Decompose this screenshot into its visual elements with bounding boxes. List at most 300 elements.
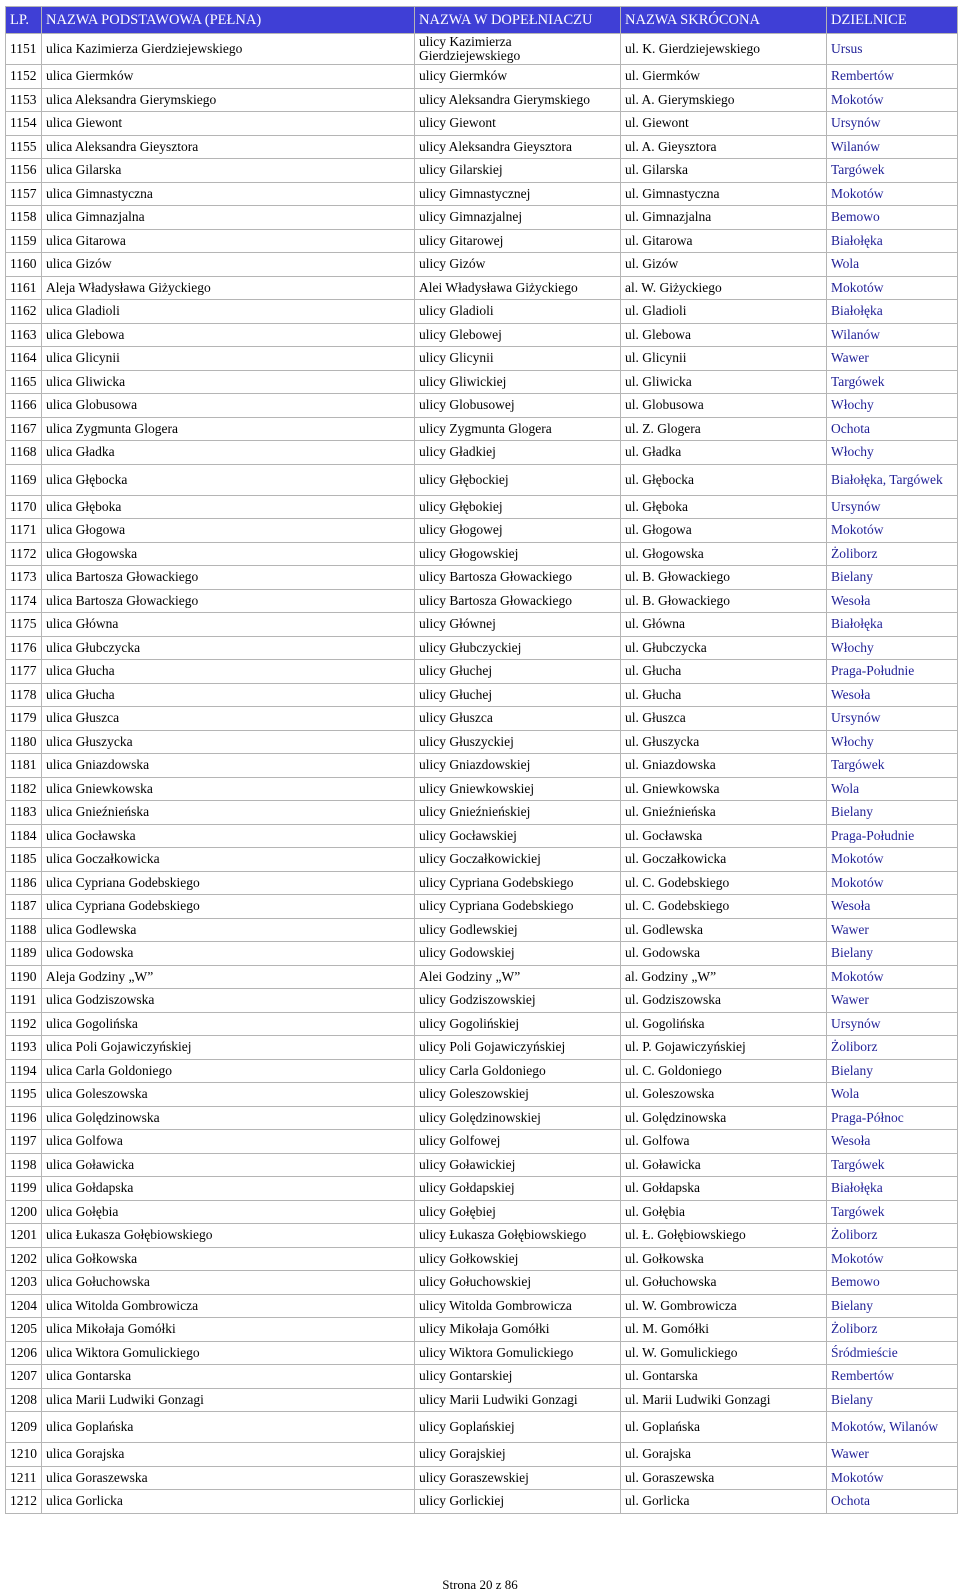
cell-district: Wola [827, 1083, 958, 1107]
cell-genitive: ulicy Giewont [415, 112, 621, 136]
cell-lp: 1185 [6, 848, 42, 872]
cell-lp: 1178 [6, 683, 42, 707]
cell-lp: 1201 [6, 1224, 42, 1248]
cell-full-name: ulica Gimnastyczna [42, 182, 415, 206]
cell-full-name: ulica Giermków [42, 65, 415, 89]
cell-short-name: ul. Gimnastyczna [621, 182, 827, 206]
table-row [6, 566, 958, 590]
table-row [6, 1153, 958, 1177]
cell-district: Bielany [827, 1388, 958, 1412]
cell-full-name: ulica Glebowa [42, 323, 415, 347]
cell-district: Rembertów [827, 65, 958, 89]
cell-lp: 1161 [6, 276, 42, 300]
cell-short-name: ul. P. Gojawiczyńskiej [621, 1036, 827, 1060]
table-row [6, 1388, 958, 1412]
cell-genitive: ulicy Godowskiej [415, 942, 621, 966]
cell-district: Białołęka [827, 300, 958, 324]
cell-short-name: al. Godziny „W” [621, 965, 827, 989]
cell-lp: 1174 [6, 589, 42, 613]
header-short-name: NAZWA SKRÓCONA [621, 7, 827, 34]
cell-genitive: ulicy Zygmunta Glogera [415, 417, 621, 441]
cell-short-name: ul. Głuszca [621, 707, 827, 731]
cell-full-name: ulica Głucha [42, 660, 415, 684]
table-row [6, 65, 958, 89]
cell-genitive: ulicy Gimnazjalnej [415, 206, 621, 230]
table-row [6, 801, 958, 825]
cell-genitive: ulicy Gogolińskiej [415, 1012, 621, 1036]
cell-district: Mokotów [827, 848, 958, 872]
cell-lp: 1166 [6, 394, 42, 418]
cell-full-name: ulica Goplańska [42, 1412, 415, 1443]
cell-genitive: ulicy Goczałkowickiej [415, 848, 621, 872]
cell-genitive: ulicy Gitarowej [415, 229, 621, 253]
cell-lp: 1157 [6, 182, 42, 206]
cell-full-name: ulica Marii Ludwiki Gonzagi [42, 1388, 415, 1412]
cell-district: Wawer [827, 347, 958, 371]
cell-short-name: ul. B. Głowackiego [621, 589, 827, 613]
cell-lp: 1209 [6, 1412, 42, 1443]
cell-genitive: ulicy Mikołaja Gomółki [415, 1318, 621, 1342]
cell-lp: 1210 [6, 1443, 42, 1467]
cell-district: Ursynów [827, 112, 958, 136]
cell-lp: 1193 [6, 1036, 42, 1060]
cell-full-name: ulica Cypriana Godebskiego [42, 895, 415, 919]
cell-genitive: ulicy Aleksandra Gieysztora [415, 135, 621, 159]
cell-genitive: ulicy Carla Goldoniego [415, 1059, 621, 1083]
cell-short-name: ul. Gliwicka [621, 370, 827, 394]
cell-lp: 1155 [6, 135, 42, 159]
cell-short-name: ul. Gładka [621, 441, 827, 465]
cell-full-name: ulica Głubczycka [42, 636, 415, 660]
cell-genitive: ulicy Aleksandra Gierymskiego [415, 88, 621, 112]
header-full-name: NAZWA PODSTAWOWA (PEŁNA) [42, 7, 415, 34]
cell-district: Wesoła [827, 589, 958, 613]
table-row [6, 1294, 958, 1318]
cell-genitive: ulicy Głuszyckiej [415, 730, 621, 754]
cell-full-name: ulica Gładka [42, 441, 415, 465]
streets-table [5, 6, 958, 1514]
cell-short-name: ul. Gladioli [621, 300, 827, 324]
cell-genitive: ulicy Gimnastycznej [415, 182, 621, 206]
table-body [6, 34, 958, 1514]
cell-lp: 1152 [6, 65, 42, 89]
cell-genitive: ulicy Giermków [415, 65, 621, 89]
cell-full-name: ulica Goławicka [42, 1153, 415, 1177]
cell-short-name: ul. Z. Glogera [621, 417, 827, 441]
cell-district: Praga-Północ [827, 1106, 958, 1130]
table-row [6, 417, 958, 441]
cell-district: Wilanów [827, 323, 958, 347]
cell-lp: 1195 [6, 1083, 42, 1107]
cell-full-name: ulica Goraszewska [42, 1466, 415, 1490]
cell-district: Bielany [827, 942, 958, 966]
cell-full-name: Aleja Godziny „W” [42, 965, 415, 989]
cell-genitive: ulicy Goraszewskiej [415, 1466, 621, 1490]
cell-lp: 1188 [6, 918, 42, 942]
cell-full-name: ulica Carla Goldoniego [42, 1059, 415, 1083]
cell-lp: 1203 [6, 1271, 42, 1295]
cell-short-name: ul. Gołkowska [621, 1247, 827, 1271]
cell-district: Mokotów [827, 519, 958, 543]
cell-lp: 1173 [6, 566, 42, 590]
cell-district: Ursynów [827, 707, 958, 731]
cell-full-name: ulica Godziszowska [42, 989, 415, 1013]
cell-genitive: ulicy Glebowej [415, 323, 621, 347]
cell-lp: 1163 [6, 323, 42, 347]
table-row [6, 1130, 958, 1154]
cell-full-name: ulica Zygmunta Glogera [42, 417, 415, 441]
cell-lp: 1179 [6, 707, 42, 731]
cell-short-name: ul. Goławicka [621, 1153, 827, 1177]
table-row [6, 730, 958, 754]
cell-short-name: ul. Gniazdowska [621, 754, 827, 778]
cell-lp: 1169 [6, 464, 42, 495]
cell-district: Białołęka [827, 229, 958, 253]
cell-lp: 1175 [6, 613, 42, 637]
cell-genitive: ulicy Marii Ludwiki Gonzagi [415, 1388, 621, 1412]
table-row [6, 182, 958, 206]
cell-short-name: ul. Goleszowska [621, 1083, 827, 1107]
cell-district: Wesoła [827, 1130, 958, 1154]
cell-lp: 1211 [6, 1466, 42, 1490]
cell-full-name: ulica Bartosza Głowackiego [42, 566, 415, 590]
cell-district: Praga-Południe [827, 660, 958, 684]
cell-full-name: ulica Głucha [42, 683, 415, 707]
cell-district: Mokotów [827, 1247, 958, 1271]
cell-district: Wesoła [827, 683, 958, 707]
cell-district: Ursynów [827, 495, 958, 519]
cell-genitive: ulicy Goławickiej [415, 1153, 621, 1177]
cell-short-name: ul. Golfowa [621, 1130, 827, 1154]
cell-full-name: ulica Giewont [42, 112, 415, 136]
cell-short-name: ul. Głuszycka [621, 730, 827, 754]
cell-full-name: ulica Aleksandra Gierymskiego [42, 88, 415, 112]
cell-full-name: ulica Wiktora Gomulickiego [42, 1341, 415, 1365]
table-row [6, 370, 958, 394]
table-row [6, 589, 958, 613]
table-row [6, 495, 958, 519]
table-row [6, 229, 958, 253]
cell-lp: 1165 [6, 370, 42, 394]
cell-district: Targówek [827, 159, 958, 183]
cell-lp: 1168 [6, 441, 42, 465]
cell-genitive: ulicy Gilarskiej [415, 159, 621, 183]
cell-short-name: ul. Główna [621, 613, 827, 637]
cell-genitive: ulicy Wiktora Gomulickiego [415, 1341, 621, 1365]
table-row [6, 824, 958, 848]
cell-short-name: ul. C. Godebskiego [621, 871, 827, 895]
cell-short-name: ul. Globusowa [621, 394, 827, 418]
cell-genitive: ulicy Godziszowskiej [415, 989, 621, 1013]
cell-full-name: ulica Globusowa [42, 394, 415, 418]
table-row [6, 112, 958, 136]
cell-full-name: ulica Głogowa [42, 519, 415, 543]
table-row [6, 754, 958, 778]
cell-short-name: ul. Gogolińska [621, 1012, 827, 1036]
page-number: Strona 20 z 86 [442, 1577, 518, 1592]
cell-lp: 1199 [6, 1177, 42, 1201]
cell-lp: 1162 [6, 300, 42, 324]
table-row [6, 441, 958, 465]
cell-genitive: Alei Godziny „W” [415, 965, 621, 989]
cell-full-name: ulica Gołębia [42, 1200, 415, 1224]
cell-district: Bemowo [827, 1271, 958, 1295]
cell-lp: 1181 [6, 754, 42, 778]
cell-district: Wawer [827, 918, 958, 942]
cell-genitive: ulicy Bartosza Głowackiego [415, 589, 621, 613]
table-row [6, 1200, 958, 1224]
cell-district: Żoliborz [827, 1224, 958, 1248]
table-row [6, 636, 958, 660]
table-row [6, 1059, 958, 1083]
table-row [6, 1365, 958, 1389]
cell-full-name: ulica Gladioli [42, 300, 415, 324]
cell-lp: 1183 [6, 801, 42, 825]
cell-genitive: ulicy Głubczyckiej [415, 636, 621, 660]
table-row [6, 707, 958, 731]
cell-full-name: ulica Główna [42, 613, 415, 637]
cell-genitive: ulicy Bartosza Głowackiego [415, 566, 621, 590]
cell-district: Targówek [827, 1153, 958, 1177]
cell-genitive: ulicy Głębokiej [415, 495, 621, 519]
cell-district: Mokotów, Wilanów [827, 1412, 958, 1443]
cell-lp: 1167 [6, 417, 42, 441]
cell-lp: 1192 [6, 1012, 42, 1036]
cell-district: Wilanów [827, 135, 958, 159]
cell-genitive: ulicy Poli Gojawiczyńskiej [415, 1036, 621, 1060]
cell-genitive: ulicy Gontarskiej [415, 1365, 621, 1389]
cell-full-name: ulica Glicynii [42, 347, 415, 371]
cell-short-name: ul. A. Gieysztora [621, 135, 827, 159]
table-row [6, 848, 958, 872]
cell-full-name: ulica Gimnazjalna [42, 206, 415, 230]
cell-lp: 1189 [6, 942, 42, 966]
cell-full-name: ulica Gniazdowska [42, 754, 415, 778]
table-row [6, 1412, 958, 1443]
cell-full-name: ulica Łukasza Gołębiowskiego [42, 1224, 415, 1248]
table-row [6, 1443, 958, 1467]
cell-short-name: ul. Gniewkowska [621, 777, 827, 801]
cell-genitive: ulicy Gnieźnieńskiej [415, 801, 621, 825]
cell-short-name: ul. Gontarska [621, 1365, 827, 1389]
cell-full-name: ulica Golędzinowska [42, 1106, 415, 1130]
cell-lp: 1172 [6, 542, 42, 566]
cell-full-name: ulica Gołuchowska [42, 1271, 415, 1295]
cell-genitive: ulicy Głogowskiej [415, 542, 621, 566]
table-row [6, 542, 958, 566]
cell-lp: 1159 [6, 229, 42, 253]
cell-genitive: ulicy Golfowej [415, 1130, 621, 1154]
header-row [6, 7, 958, 34]
table-row [6, 1083, 958, 1107]
cell-full-name: ulica Głuszca [42, 707, 415, 731]
header-lp: LP. [6, 7, 42, 34]
cell-full-name: ulica Godowska [42, 942, 415, 966]
table-row [6, 394, 958, 418]
cell-genitive: ulicy Witolda Gombrowicza [415, 1294, 621, 1318]
table-row [6, 1466, 958, 1490]
cell-district: Targówek [827, 754, 958, 778]
cell-short-name: ul. W. Gombrowicza [621, 1294, 827, 1318]
cell-district: Wawer [827, 989, 958, 1013]
table-row [6, 942, 958, 966]
cell-district: Żoliborz [827, 1036, 958, 1060]
table-row [6, 965, 958, 989]
table-row [6, 1036, 958, 1060]
cell-genitive: ulicy Głuszca [415, 707, 621, 731]
table-row [6, 300, 958, 324]
cell-genitive: ulicy Głównej [415, 613, 621, 637]
cell-lp: 1207 [6, 1365, 42, 1389]
cell-short-name: ul. Ł. Gołębiowskiego [621, 1224, 827, 1248]
cell-full-name: ulica Gitarowa [42, 229, 415, 253]
table-row [6, 34, 958, 65]
cell-short-name: ul. Marii Ludwiki Gonzagi [621, 1388, 827, 1412]
table-row [6, 871, 958, 895]
cell-full-name: ulica Gliwicka [42, 370, 415, 394]
cell-genitive: ulicy Globusowej [415, 394, 621, 418]
cell-district: Mokotów [827, 871, 958, 895]
cell-genitive: ulicy Goplańskiej [415, 1412, 621, 1443]
cell-short-name: ul. Głucha [621, 683, 827, 707]
cell-short-name: ul. C. Goldoniego [621, 1059, 827, 1083]
cell-district: Białołęka, Targówek [827, 464, 958, 495]
cell-district: Śródmieście [827, 1341, 958, 1365]
cell-genitive: ulicy Gliwickiej [415, 370, 621, 394]
cell-short-name: ul. Gizów [621, 253, 827, 277]
table-row [6, 159, 958, 183]
header-genitive: NAZWA W DOPEŁNIACZU [415, 7, 621, 34]
table-row [6, 683, 958, 707]
cell-full-name: ulica Goczałkowicka [42, 848, 415, 872]
cell-short-name: ul. Goplańska [621, 1412, 827, 1443]
cell-district: Wola [827, 253, 958, 277]
cell-full-name: ulica Cypriana Godebskiego [42, 871, 415, 895]
cell-full-name: ulica Głuszycka [42, 730, 415, 754]
cell-short-name: ul. C. Godebskiego [621, 895, 827, 919]
cell-short-name: ul. Gnieźnieńska [621, 801, 827, 825]
cell-short-name: ul. Głogowska [621, 542, 827, 566]
cell-genitive: ulicy Gniazdowskiej [415, 754, 621, 778]
cell-genitive: ulicy Gołkowskiej [415, 1247, 621, 1271]
cell-full-name: ulica Gontarska [42, 1365, 415, 1389]
cell-genitive: ulicy Cypriana Godebskiego [415, 895, 621, 919]
cell-full-name: ulica Goleszowska [42, 1083, 415, 1107]
cell-full-name: ulica Aleksandra Gieysztora [42, 135, 415, 159]
cell-lp: 1190 [6, 965, 42, 989]
cell-full-name: ulica Gilarska [42, 159, 415, 183]
cell-short-name: ul. Gołuchowska [621, 1271, 827, 1295]
cell-lp: 1180 [6, 730, 42, 754]
cell-district: Ursynów [827, 1012, 958, 1036]
table-row [6, 1341, 958, 1365]
table-row [6, 519, 958, 543]
cell-full-name: ulica Gorlicka [42, 1490, 415, 1514]
cell-short-name: ul. Giewont [621, 112, 827, 136]
cell-genitive: Alei Władysława Giżyckiego [415, 276, 621, 300]
cell-district: Białołęka [827, 1177, 958, 1201]
table-row [6, 135, 958, 159]
cell-district: Włochy [827, 636, 958, 660]
cell-short-name: ul. Godziszowska [621, 989, 827, 1013]
cell-short-name: ul. W. Gomulickiego [621, 1341, 827, 1365]
table-row [6, 1177, 958, 1201]
cell-district: Mokotów [827, 182, 958, 206]
cell-short-name: ul. Gilarska [621, 159, 827, 183]
cell-lp: 1208 [6, 1388, 42, 1412]
cell-short-name: ul. Gorlicka [621, 1490, 827, 1514]
cell-genitive: ulicy Godlewskiej [415, 918, 621, 942]
cell-district: Bielany [827, 1294, 958, 1318]
cell-lp: 1184 [6, 824, 42, 848]
table-row [6, 276, 958, 300]
cell-full-name: ulica Godlewska [42, 918, 415, 942]
cell-district: Bielany [827, 1059, 958, 1083]
cell-genitive: ulicy Gładkiej [415, 441, 621, 465]
cell-lp: 1151 [6, 34, 42, 65]
cell-short-name: ul. Giermków [621, 65, 827, 89]
cell-short-name: ul. Goczałkowicka [621, 848, 827, 872]
cell-full-name: ulica Witolda Gombrowicza [42, 1294, 415, 1318]
table-row [6, 253, 958, 277]
cell-full-name: ulica Gorajska [42, 1443, 415, 1467]
cell-district: Wola [827, 777, 958, 801]
cell-lp: 1153 [6, 88, 42, 112]
table-row [6, 88, 958, 112]
cell-lp: 1204 [6, 1294, 42, 1318]
table-row [6, 1106, 958, 1130]
cell-district: Rembertów [827, 1365, 958, 1389]
cell-short-name: ul. Golędzinowska [621, 1106, 827, 1130]
cell-genitive: ulicy Łukasza Gołębiowskiego [415, 1224, 621, 1248]
cell-district: Włochy [827, 394, 958, 418]
cell-lp: 1156 [6, 159, 42, 183]
cell-genitive: ulicy Gorlickiej [415, 1490, 621, 1514]
cell-genitive: ulicy Gołdapskiej [415, 1177, 621, 1201]
header-district: DZIELNICE [827, 7, 958, 34]
cell-genitive: ulicy Gladioli [415, 300, 621, 324]
cell-short-name: ul. M. Gomółki [621, 1318, 827, 1342]
cell-district: Mokotów [827, 276, 958, 300]
cell-short-name: ul. Glicynii [621, 347, 827, 371]
cell-genitive: ulicy Kazimierza Gierdziejewskiego [415, 34, 621, 65]
cell-lp: 1191 [6, 989, 42, 1013]
table-row [6, 1224, 958, 1248]
cell-district: Mokotów [827, 88, 958, 112]
cell-lp: 1154 [6, 112, 42, 136]
cell-short-name: ul. Godlewska [621, 918, 827, 942]
cell-lp: 1196 [6, 1106, 42, 1130]
cell-short-name: ul. Gołębia [621, 1200, 827, 1224]
cell-district: Bielany [827, 566, 958, 590]
cell-genitive: ulicy Golędzinowskiej [415, 1106, 621, 1130]
cell-lp: 1197 [6, 1130, 42, 1154]
table-row [6, 1247, 958, 1271]
cell-short-name: ul. Gitarowa [621, 229, 827, 253]
cell-lp: 1158 [6, 206, 42, 230]
cell-short-name: ul. Gocławska [621, 824, 827, 848]
cell-district: Targówek [827, 370, 958, 394]
cell-lp: 1194 [6, 1059, 42, 1083]
cell-district: Mokotów [827, 1466, 958, 1490]
cell-full-name: ulica Gnieźnieńska [42, 801, 415, 825]
cell-short-name: ul. Godowska [621, 942, 827, 966]
cell-full-name: ulica Gniewkowska [42, 777, 415, 801]
cell-full-name: ulica Głęboka [42, 495, 415, 519]
cell-lp: 1187 [6, 895, 42, 919]
cell-full-name: ulica Gołkowska [42, 1247, 415, 1271]
cell-short-name: al. W. Giżyckiego [621, 276, 827, 300]
